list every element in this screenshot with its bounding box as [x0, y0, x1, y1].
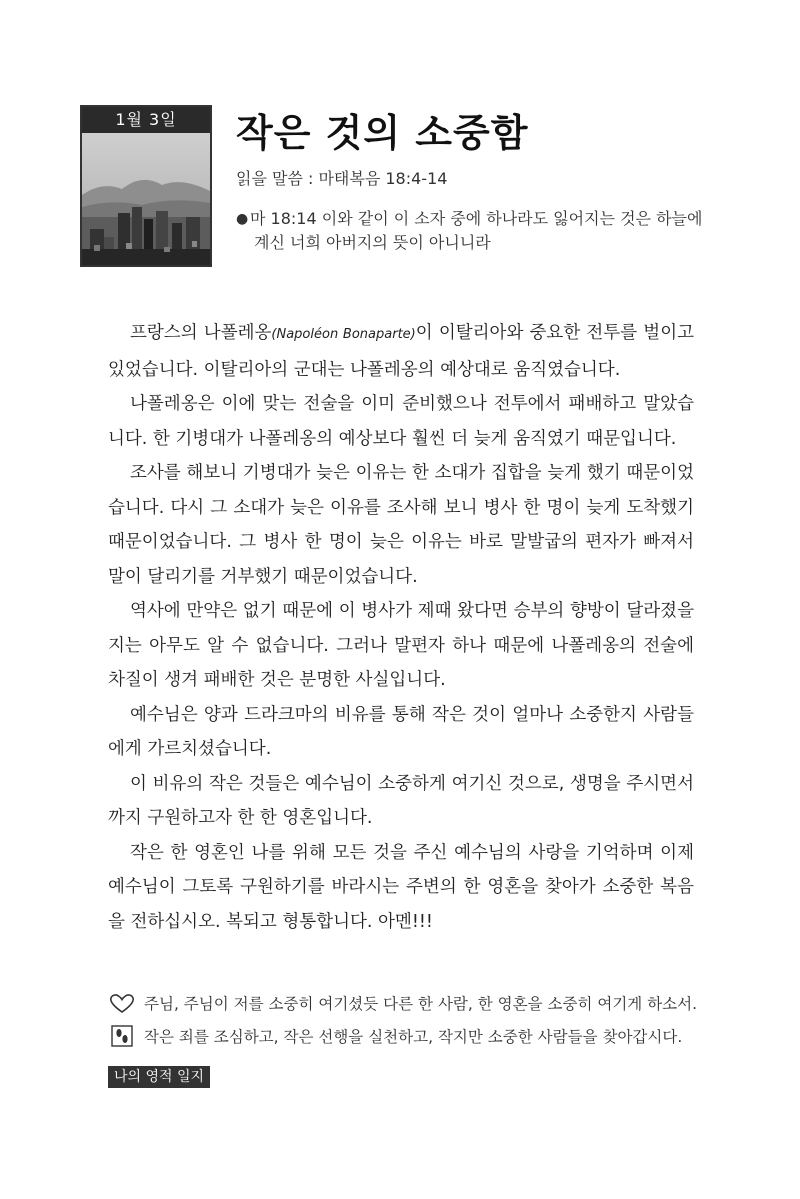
prayer-row: [108, 986, 697, 1019]
paragraph: 이 비유의 작은 것들은 예수님이 소중하게 여기신 것으로, 생명을 주시면서까지 구원하고자 한 한 영혼입니다.: [108, 773, 694, 828]
action-text: 작은 죄를 조심하고, 작은 선행을 실천하고, 작지만 소중한 사람들을 찾아갑시다.: [144, 1027, 683, 1046]
prayer-section: [108, 986, 697, 1052]
devotional-body: [108, 316, 694, 939]
paragraph: 조사를 해보니 기병대가 늦은 이유는 한 소대가 집합을 늦게 했기 때문이었습니다. 다시 그 소대가 늦은 이유를 조사해 보니 병사 한 명이 늦게 도착했기 때문이었습니다. 그 병사 한 명이 늦은 이유는 바로 말발굽의 편자가 빠져서 말이 달리기를 거부했기 때문이었습니다.: [108, 463, 694, 587]
heart-icon: [108, 992, 136, 1014]
bullet-icon: ●: [236, 211, 249, 227]
english-name: (Napoléon Bonaparte): [271, 327, 416, 342]
paragraph-text: 이 이탈리아와 중요한 전투를 벌이고 있었습니다. 이탈리아의 군대는 나폴레옹의 예상대로 움직였습니다.: [108, 323, 695, 380]
prayer-text: 주님, 주님이 저를 소중히 여기셨듯 다른 한 사람, 한 영혼을 소중히 여기게 하소서.: [144, 994, 698, 1013]
verse-line: 계신 너희 아버지의 뜻이 아니니라: [254, 233, 491, 252]
paragraph: 예수님은 양과 드라크마의 비유를 통해 작은 것이 얼마나 소중한지 사람들에게 가르치셨습니다.: [108, 704, 694, 759]
journal-label: 나의 영적 일지: [108, 1066, 210, 1088]
paragraph: 역사에 만약은 없기 때문에 이 병사가 제때 왔다면 승부의 향방이 달라졌을지는 아무도 알 수 없습니다. 그러나 말편자 하나 때문에 나폴레옹의 전술에 차질이 생겨 패배한 것은 분명한 사실입니다.: [108, 601, 694, 690]
paragraph: 작은 한 영혼인 나를 위해 모든 것을 주신 예수님의 사랑을 기억하며 이제 예수님이 그토록 구원하기를 바라시는 주변의 한 영혼을 찾아가 소중한 복음을 전하십시오. 복되고 형통합니다. 아멘!!!: [108, 842, 694, 932]
paragraph-text: 프랑스의 나폴레옹: [130, 323, 272, 343]
reading-reference: 읽을 말씀 : 마태복음 18:4-14: [236, 169, 448, 188]
date-label: 1월 3일: [82, 107, 210, 133]
action-row: [108, 1019, 697, 1052]
paragraph: 나폴레옹은 이에 맞는 전술을 이미 준비했으나 전투에서 패배하고 말았습니다. 한 기병대가 나폴레옹의 예상보다 훨씬 더 늦게 움직였기 때문입니다.: [108, 394, 694, 449]
date-photo-box: [80, 105, 212, 267]
paragraph: [108, 316, 694, 387]
city-skyline-photo: [82, 133, 210, 267]
footsteps-icon: [108, 1025, 136, 1047]
page-title: 작은 것의 소중함: [236, 111, 529, 155]
verse-line: 마 18:14 이와 같이 이 소자 중에 하나라도 잃어지는 것은 하늘에: [250, 209, 703, 228]
key-verse: [236, 207, 716, 255]
